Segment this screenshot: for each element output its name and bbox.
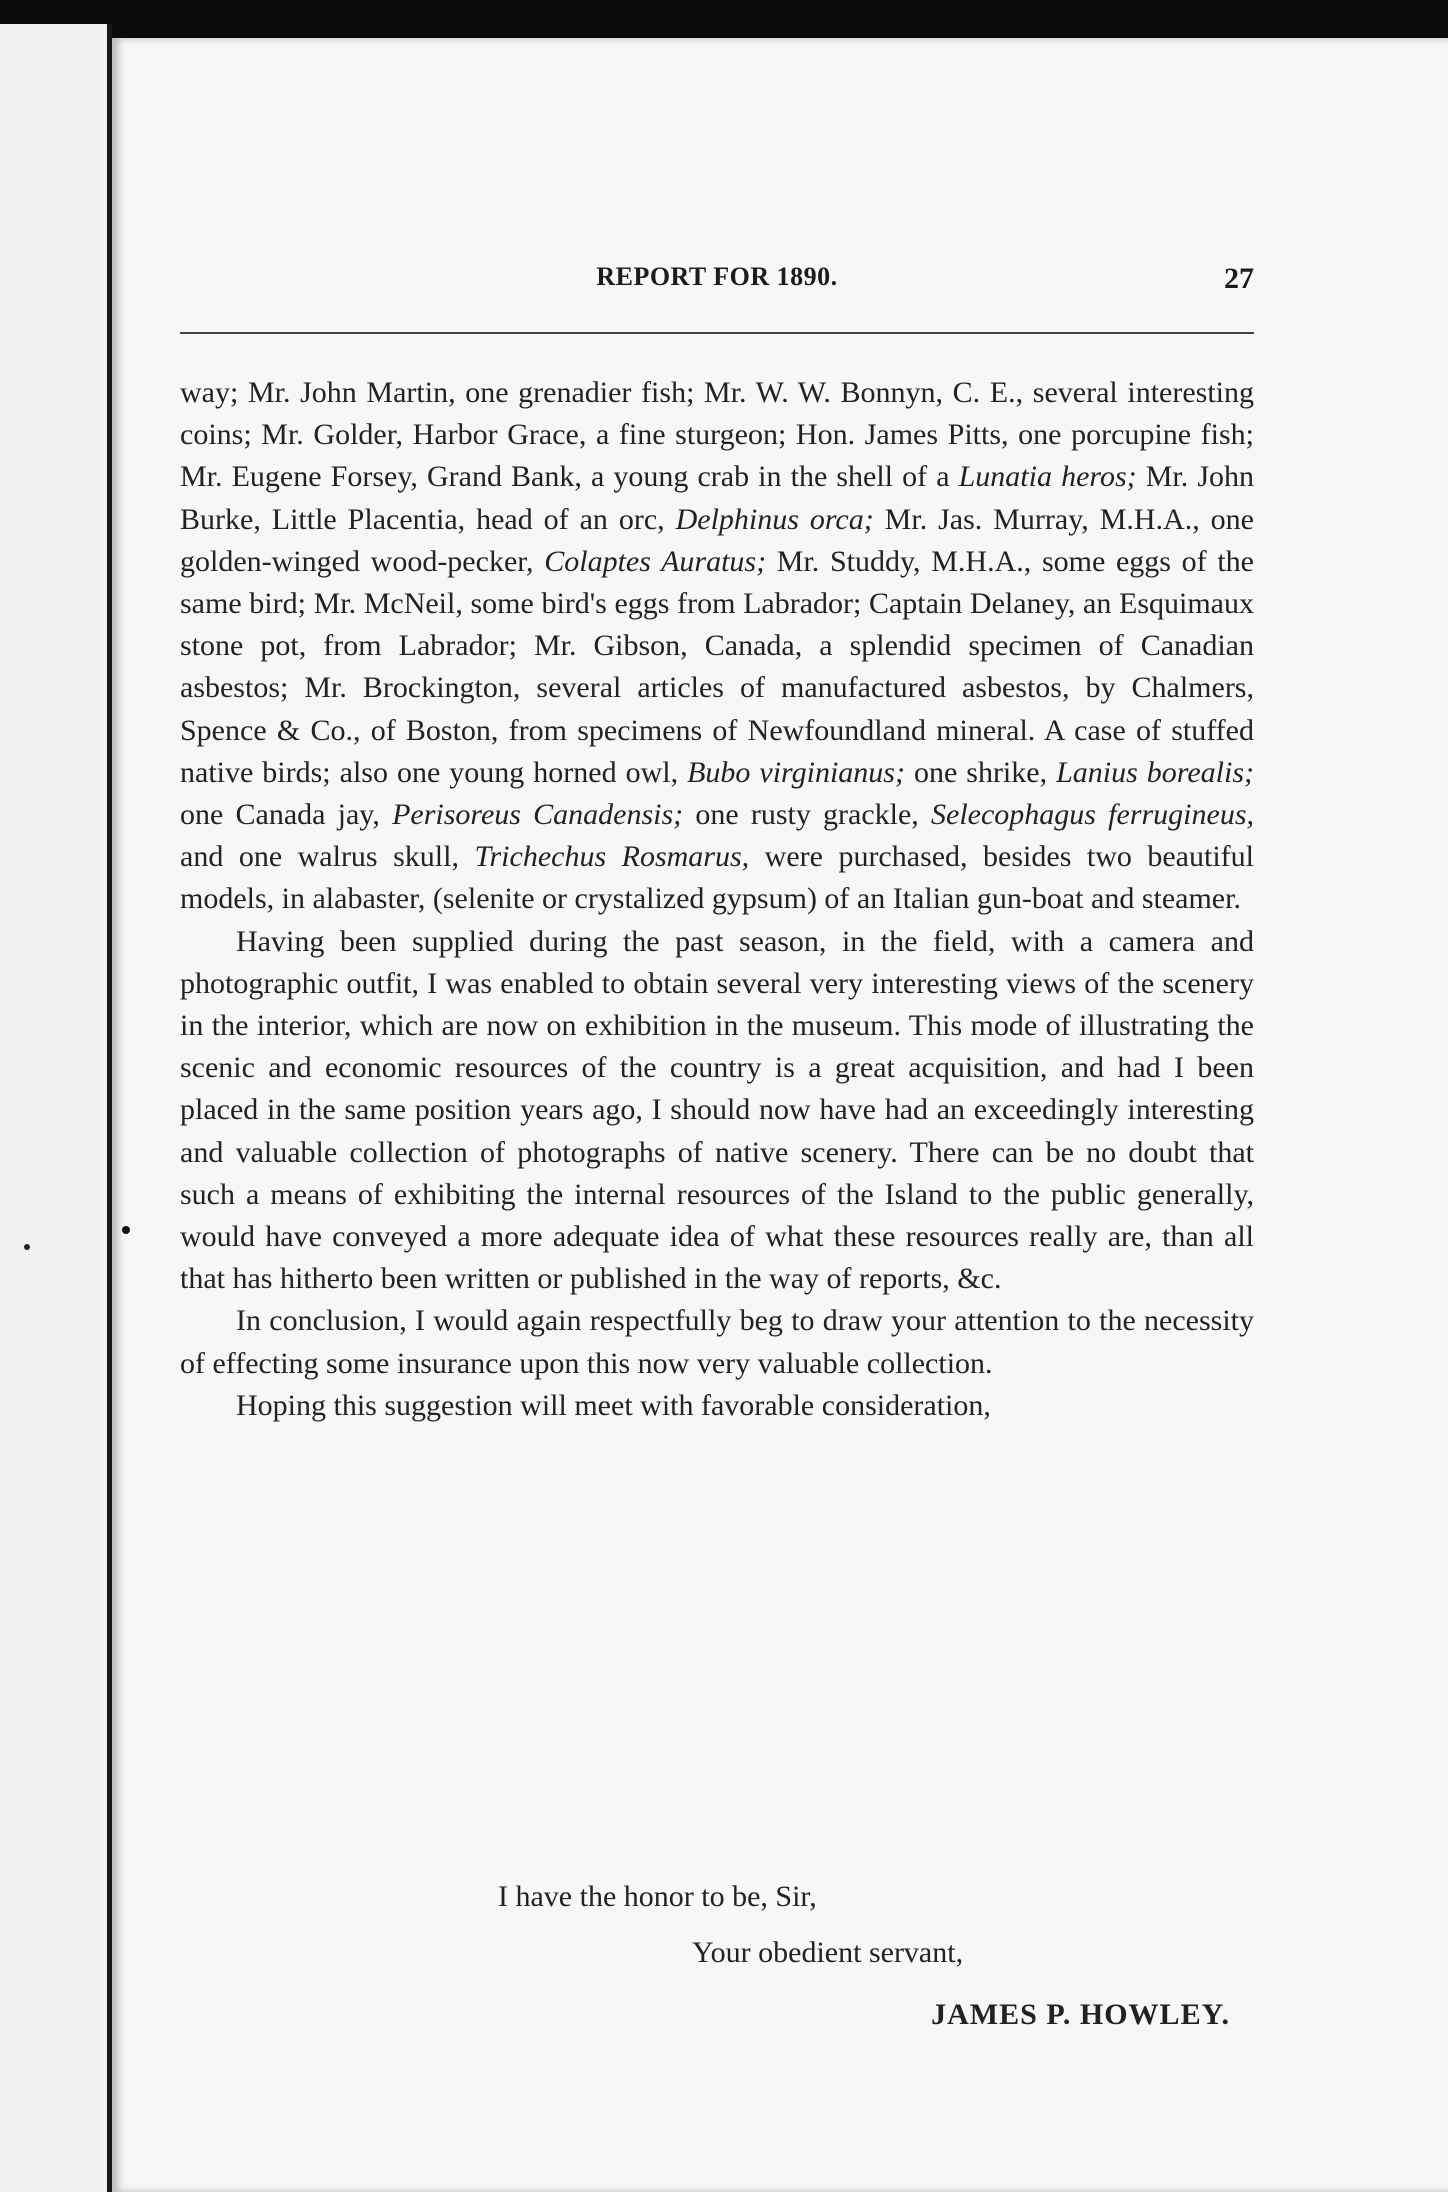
paragraph-donations [180,372,1254,921]
text-run: one shrike, [904,755,1057,789]
body-text [180,372,1254,1427]
species-name: Perisoreus Canadensis; [392,798,684,832]
species-name: Trichechus Rosmarus, [474,840,750,874]
paragraph-photography: Having been supplied during the past season, in the field, with a camera and photographic outfit, I was enabled to obtain several very interesting views of the scenery in the interior, which are now on exhibition in the museum. This mode of illustrating the scenic and economic resources of the country is a great acquisition, and had I been placed in the same position years ago, I should now have had an exceedingly interesting and valuable collection of photographs of native scenery. There can be no doubt that such a means of exhibiting the internal resources of the Island to the public generally, would have conveyed a more adequate idea of what these resources really are, than all that has hitherto been written or published in the way of reports, &c. [180,924,1254,1296]
text-run: and one walrus skull, [180,840,475,874]
running-head-title: REPORT FOR 1890. [596,262,838,291]
running-head [180,262,1254,312]
species-name: Selecophagus ferrugineus, [931,798,1254,832]
text-run: Mr. John Burke, Little Placentia, head of an orc, [180,460,1255,536]
speck-mark [24,1244,30,1250]
paragraph-hoping: Hoping this suggestion will meet with favorable consideration, [236,1388,991,1422]
text-run: Mr. Studdy, M.H.A., some eggs of the same bird; Mr. McNeil, some bird's eggs from Labrador; Captain Delaney, an Esquimaux stone pot, from Labrador; Mr. Gibson, Canada, a splendid specimen of Canadian asbestos; Mr. Brockington, several articles of manufactured asbestos, by Chalmers, Spence & Co., of Boston, from specimens of Newfoundland mineral. A case of stuffed native birds; also one young horned owl, [180,544,1254,789]
page-number: 27 [1224,262,1254,295]
species-name: Bubo virginianus; [687,755,905,789]
text-run: were purchased, besides two beautiful models, in alabaster, (selenite or crystalized gypsum) of an Italian gun-boat and steamer. [180,840,1254,916]
species-name: Lanius borealis; [1056,755,1254,789]
paragraph-insurance: In conclusion, I would again respectfully beg to draw your attention to the necessity of effecting some insurance upon this now very valuable collection. [180,1304,1254,1380]
text-run: Mr. Jas. Murray, M.H.A., one golden-winged wood-pecker, [180,502,1254,578]
closing-honor: I have the honor to be, Sir, [498,1880,817,1913]
text-run: one Canada jay, [180,798,393,832]
species-name: Lunatia heros; [958,460,1137,494]
text-run: way; Mr. John Martin, one grenadier fish; Mr. W. W. Bonnyn, C. E., several interesting coins; Mr. Golder, Harbor Grace, a fine sturgeon; Hon. James Pitts, one porcupine fish; Mr. Eugene Forsey, Grand Bank, a young crab in the shell of a [180,376,1254,494]
closing-servant: Your obedient servant, [692,1936,964,1969]
speck-mark [122,1226,130,1234]
header-rule [180,332,1254,334]
species-name: Delphinus orca; [675,502,874,536]
left-page-edge [0,24,112,2192]
species-name: Colaptes Auratus; [544,544,767,578]
signature: JAMES P. HOWLEY. [931,1998,1230,2031]
text-run: one rusty grackle, [683,798,932,832]
